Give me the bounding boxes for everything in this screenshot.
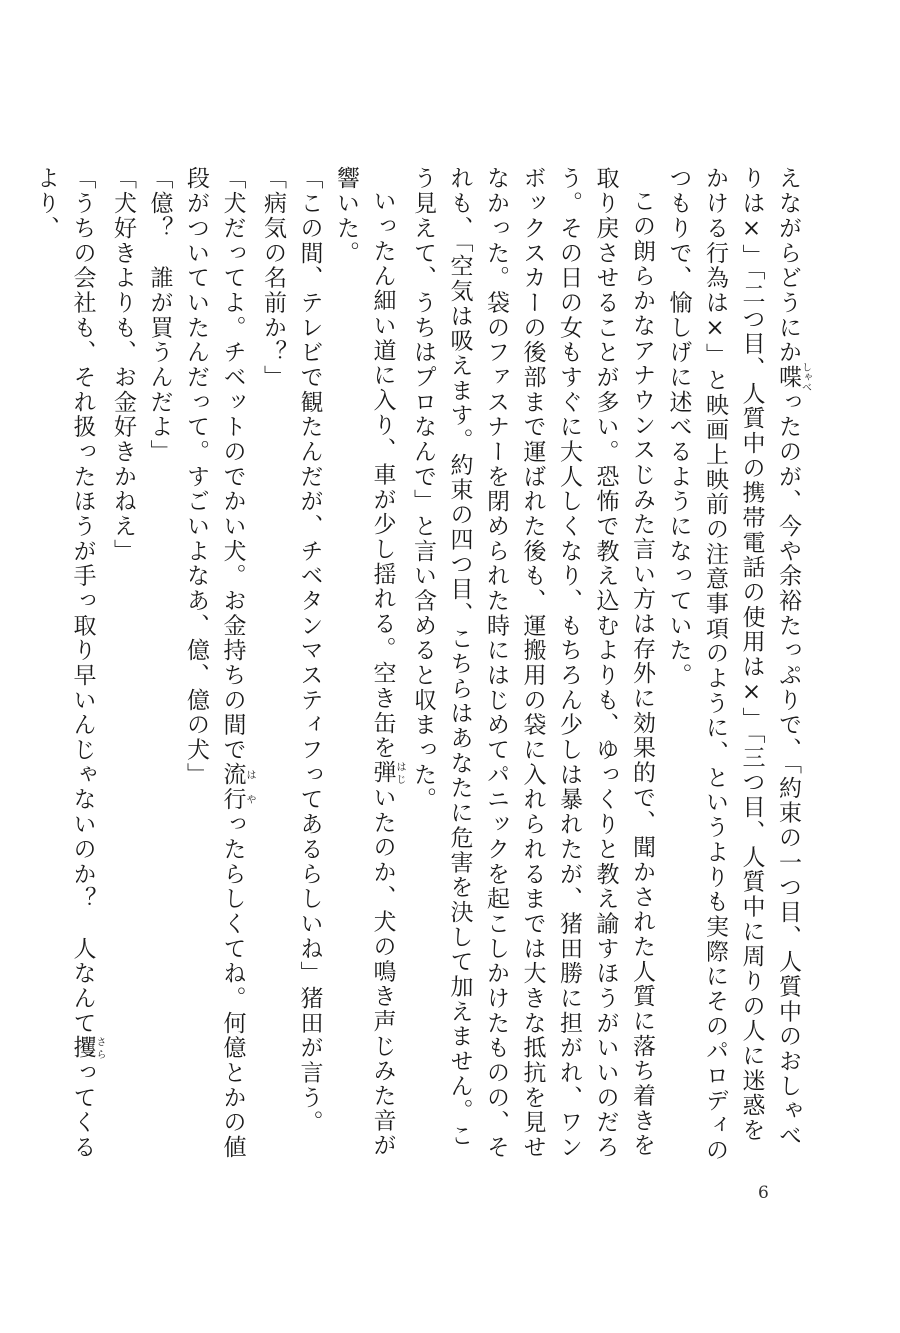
text-run: ってくるより、 — [33, 166, 96, 1160]
paragraph-8: 「犬好きよりも、お金好きかねえ」 — [110, 166, 136, 564]
paragraph-1 — [660, 166, 810, 1166]
text-run: 「うちの会社も、それ扱ったほうが手っ取り早いんじゃないのか？ 人なんて — [69, 166, 96, 1036]
text-run: ったのが、今や余裕たっぷりで、「約束の一つ目、人質中のおしゃべりは×」「二つ目、人質中の携帯電話の使用は×」「三つ目、人質中に周りの人に迷惑をかける行為は×」と映画上映前の注意事項のように、というよりも実際にそのパロディのつもりで、愉しげに述べるようになっていた。 — [665, 166, 801, 1163]
ruby-annotation — [219, 762, 255, 812]
ruby-base: 弾 — [369, 760, 396, 786]
ruby-reading: はや — [244, 762, 255, 812]
text-run: 「犬だってよ。チベットのでかい犬。お金持ちの間で — [219, 166, 246, 763]
paragraph-2: この朗らかなアナウンスじみた言い方は存外に効果的で、聞かされた人質に落ち着きを取り戻させることが多い。恐怖で教え込むよりも、ゆっくりと教え諭すほうがいいのだろう。その日の女もすぐに大人しくなり、もちろん少しは暴れたが、猪田勝に担がれ、ワンボックスカーの後部まで運ばれた後も、運搬用の袋に入れられるまでは大きな抵抗を見せなかった。袋のファスナーを閉められた時にはじめてパニックを起こしかけたものの、それも、「空気は吸えます。約束の四つ目、こちらはあなたに危害を決して加えません。こう見えて、うちはプロなんで」と言い含めると収まった。 — [410, 166, 655, 1160]
paragraph-5: 「病気の名前か？」 — [260, 166, 286, 390]
ruby-annotation — [775, 362, 811, 393]
ruby-reading: さら — [94, 1035, 105, 1061]
page-number: 6 — [758, 1183, 769, 1203]
paragraph-3 — [328, 166, 405, 1166]
ruby-base: 流行 — [219, 762, 246, 812]
ruby-annotation — [369, 760, 405, 786]
vertical-text-body — [33, 166, 811, 1166]
ruby-base: 攫 — [69, 1035, 96, 1061]
paragraph-6 — [178, 166, 255, 1166]
paragraph-4: 「この間、テレビで観たんだが、チベタンマスティフってあるらしいね」猪田が言う。 — [296, 166, 323, 1135]
text-run: いたのか、犬の鳴き声じみた音が響いた。 — [333, 166, 396, 1158]
text-run: ったらしくてね。何億とかの値段がついていたんだって。すごいよなあ、億、億の犬」 — [183, 166, 246, 1160]
text-run: いったん細い道に入り、車が少し揺れる。空き缶を — [369, 189, 396, 761]
paragraph-9 — [28, 166, 105, 1166]
ruby-annotation — [69, 1035, 105, 1061]
paragraph-7: 「億？ 誰が買うんだよ」 — [146, 166, 173, 465]
ruby-base: 喋 — [775, 362, 801, 393]
text-run: えながらどうにか — [775, 166, 801, 365]
ruby-reading: しゃべ — [799, 362, 811, 393]
ruby-reading: はじ — [394, 760, 405, 786]
